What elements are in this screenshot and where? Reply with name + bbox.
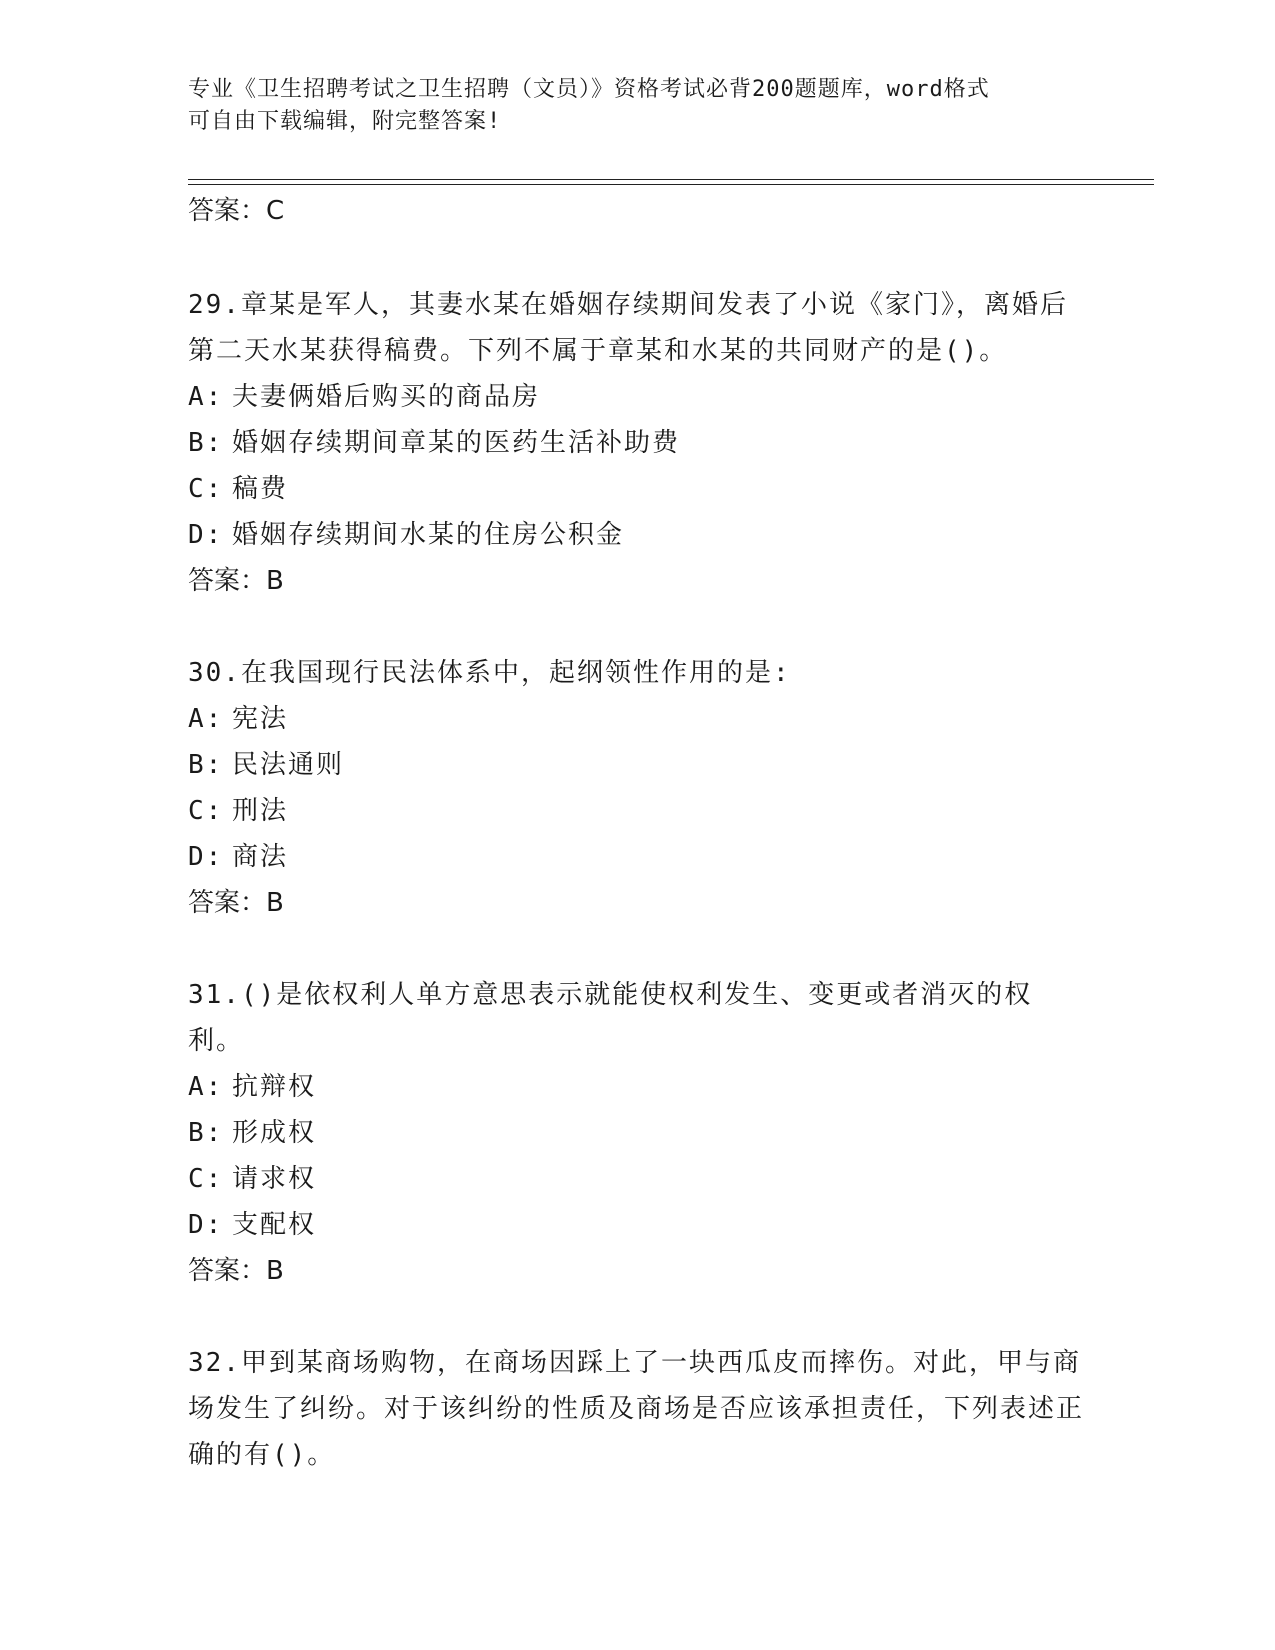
option-text: 夫妻俩婚后购买的商品房 <box>232 382 541 412</box>
option-a <box>188 696 1088 742</box>
option-key: B: <box>188 1118 224 1148</box>
previous-answer: 答案：C <box>188 196 285 226</box>
option-text: 刑法 <box>232 796 289 826</box>
question-stem: 29.章某是军人，其妻水某在婚姻存续期间发表了小说《家门》，离婚后第二天水某获得稿费。下列不属于章某和水某的共同财产的是()。 <box>188 290 1068 366</box>
header-rule-bottom <box>188 184 1154 185</box>
option-text: 形成权 <box>232 1118 317 1148</box>
option-key: C: <box>188 796 224 826</box>
option-key: D: <box>188 520 224 550</box>
question-30 <box>188 650 1088 926</box>
option-text: 婚姻存续期间章某的医药生活补助费 <box>232 428 681 458</box>
question-stem: 32.甲到某商场购物，在商场因踩上了一块西瓜皮而摔伤。对此，甲与商场发生了纠纷。对于该纠纷的性质及商场是否应该承担责任，下列表述正确的有()。 <box>188 1348 1085 1470</box>
question-list <box>188 188 1088 1478</box>
question-stem: 31.()是依权利人单方意思表示就能使权利发生、变更或者消灭的权利。 <box>188 980 1033 1056</box>
option-text: 商法 <box>232 842 289 872</box>
option-a <box>188 374 1088 420</box>
option-text: 支配权 <box>232 1210 317 1240</box>
option-d <box>188 834 1088 880</box>
option-key: B: <box>188 750 224 780</box>
answer-line: 答案：B <box>188 566 284 596</box>
answer-line: 答案：B <box>188 888 284 918</box>
option-d <box>188 1202 1088 1248</box>
option-key: A: <box>188 382 224 412</box>
option-d <box>188 512 1088 558</box>
option-text: 婚姻存续期间水某的住房公积金 <box>232 520 625 550</box>
header-rule-top <box>188 179 1154 180</box>
question-32 <box>188 1340 1088 1478</box>
option-c <box>188 466 1088 512</box>
question-31 <box>188 972 1088 1294</box>
header-line-1: 专业《卫生招聘考试之卫生招聘（文员）》资格考试必背200题题库，word格式 <box>188 77 990 102</box>
option-key: C: <box>188 1164 224 1194</box>
option-text: 宪法 <box>232 704 289 734</box>
page-header <box>188 74 1068 138</box>
option-key: A: <box>188 1072 224 1102</box>
option-c <box>188 788 1088 834</box>
option-key: D: <box>188 842 224 872</box>
option-b <box>188 420 1088 466</box>
option-key: D: <box>188 1210 224 1240</box>
option-b <box>188 742 1088 788</box>
question-stem: 30.在我国现行民法体系中，起纲领性作用的是: <box>188 658 791 688</box>
option-b <box>188 1110 1088 1156</box>
option-a <box>188 1064 1088 1110</box>
option-text: 抗辩权 <box>232 1072 317 1102</box>
option-key: C: <box>188 474 224 504</box>
option-text: 稿费 <box>232 474 289 504</box>
option-text: 请求权 <box>232 1164 317 1194</box>
option-text: 民法通则 <box>232 750 345 780</box>
answer-line: 答案：B <box>188 1256 284 1286</box>
header-line-2: 可自由下载编辑，附完整答案! <box>188 109 502 134</box>
option-key: A: <box>188 704 224 734</box>
option-key: B: <box>188 428 224 458</box>
question-29 <box>188 282 1088 604</box>
option-c <box>188 1156 1088 1202</box>
